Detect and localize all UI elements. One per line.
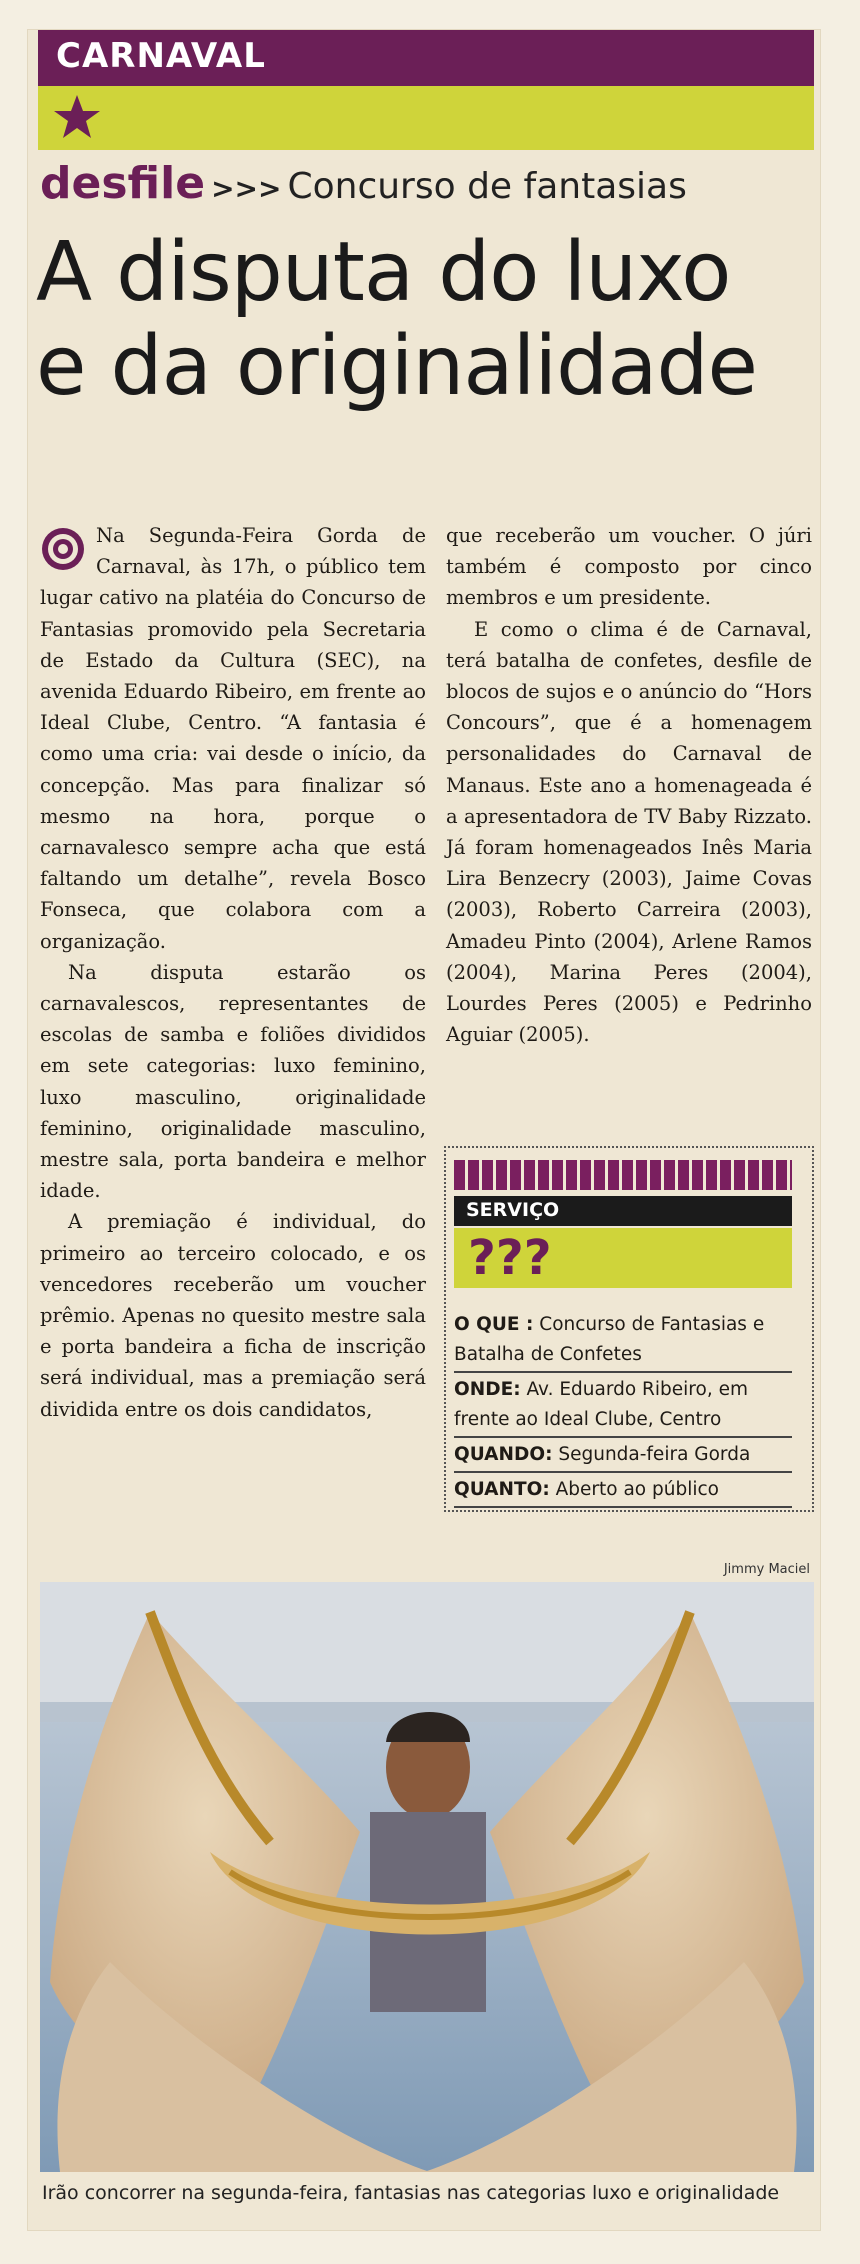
photo-caption: Irão concorrer na segunda-feira, fantasias nas categorias luxo e originalidade — [42, 2182, 780, 2204]
paragraph-text: Na Segunda-Feira Gorda de Carnaval, às 17h, o público tem lugar cativo na platéia do Concurso de Fantasias promovido pela Secretaria de Estado da Cultura (SEC), na avenida Eduardo Ribeiro, em frente ao Ideal Clube, Centro. “A fantasia é como uma cria: vai desde o início, da concepção. Mas para finalizar só mesmo na hora, porque o carnavalesco sempre acha que está faltando um detalhe”, revela Bosco Fonseca, que colabora com a organização. — [40, 524, 426, 953]
service-row-price — [454, 1475, 792, 1508]
service-label: ONDE: — [454, 1379, 521, 1400]
article-column-1 — [40, 520, 426, 1425]
service-value: Concurso de Fantasias e Batalha de Confetes — [454, 1314, 765, 1365]
accent-banner — [38, 86, 814, 150]
kicker — [40, 158, 687, 209]
service-stripes — [454, 1160, 792, 1190]
service-value: Av. Eduardo Ribeiro, em frente ao Ideal Clube, Centro — [454, 1379, 748, 1430]
section-banner — [38, 30, 814, 86]
kicker-topic: Concurso de fantasias — [287, 166, 687, 207]
kicker-section: desfile — [40, 158, 206, 209]
star-icon — [52, 92, 102, 142]
service-marks-bar — [454, 1228, 792, 1288]
kicker-arrows: >>> — [211, 172, 282, 205]
target-icon — [40, 526, 86, 572]
service-label: QUANDO: — [454, 1444, 553, 1465]
photo-credit: Jimmy Maciel — [723, 1562, 810, 1577]
service-title: SERVIÇO — [466, 1199, 560, 1221]
service-row-where — [454, 1375, 792, 1438]
article-column-2 — [446, 520, 812, 1050]
service-value: Segunda-feira Gorda — [552, 1444, 751, 1465]
service-list — [454, 1310, 792, 1510]
photo — [40, 1582, 814, 2172]
paragraph: que receberão um voucher. O júri também é composto por cinco membros e um presidente. — [446, 524, 812, 610]
headline-line-2: e da originalidade — [36, 319, 757, 414]
service-value: Aberto ao público — [549, 1479, 719, 1500]
service-box — [444, 1146, 814, 1512]
paragraph: A premiação é individual, do primeiro ao terceiro colocado, e os vencedores receberão um voucher prêmio. Apenas no quesito mestre sala e porta bandeira a ficha de inscrição será individual, mas a premiação será dividida entre os dois candidatos, — [40, 1210, 426, 1421]
service-title-bar — [454, 1196, 792, 1226]
costume-wings-illustration — [40, 1582, 814, 2172]
headline — [36, 226, 816, 414]
headline-line-1: A disputa do luxo — [36, 225, 731, 320]
paragraph: Na disputa estarão os carnavalescos, representantes de escolas de samba e foliões divididos em sete categorias: luxo feminino, luxo masculino, originalidade feminino, originalidade masculino, mestre sala, porta bandeira e melhor idade. — [40, 960, 426, 1203]
service-row-what — [454, 1310, 792, 1373]
service-label: QUANTO: — [454, 1479, 550, 1500]
service-question-marks: ??? — [468, 1230, 552, 1286]
section-banner-label: CARNAVAL — [56, 36, 266, 76]
paragraph — [40, 520, 426, 957]
paragraph: E como o clima é de Carnaval, terá batalha de confetes, desfile de blocos de sujos e o anúncio do “Hors Concours”, que é a homenagem personalidades do Carnaval de Manaus. Este ano a homenageada é a apresentadora de TV Baby Rizzato. Já foram homenageados Inês Maria Lira Benzecry (2003), Jaime Covas (2003), Roberto Carreira (2003), Amadeu Pinto (2004), Arlene Ramos (2004), Marina Peres (2004), Lourdes Peres (2005) e Pedrinho Aguiar (2005). — [446, 617, 812, 1047]
service-label: O QUE : — [454, 1314, 534, 1335]
newspaper-clipping — [28, 30, 820, 2230]
service-row-when — [454, 1440, 792, 1473]
